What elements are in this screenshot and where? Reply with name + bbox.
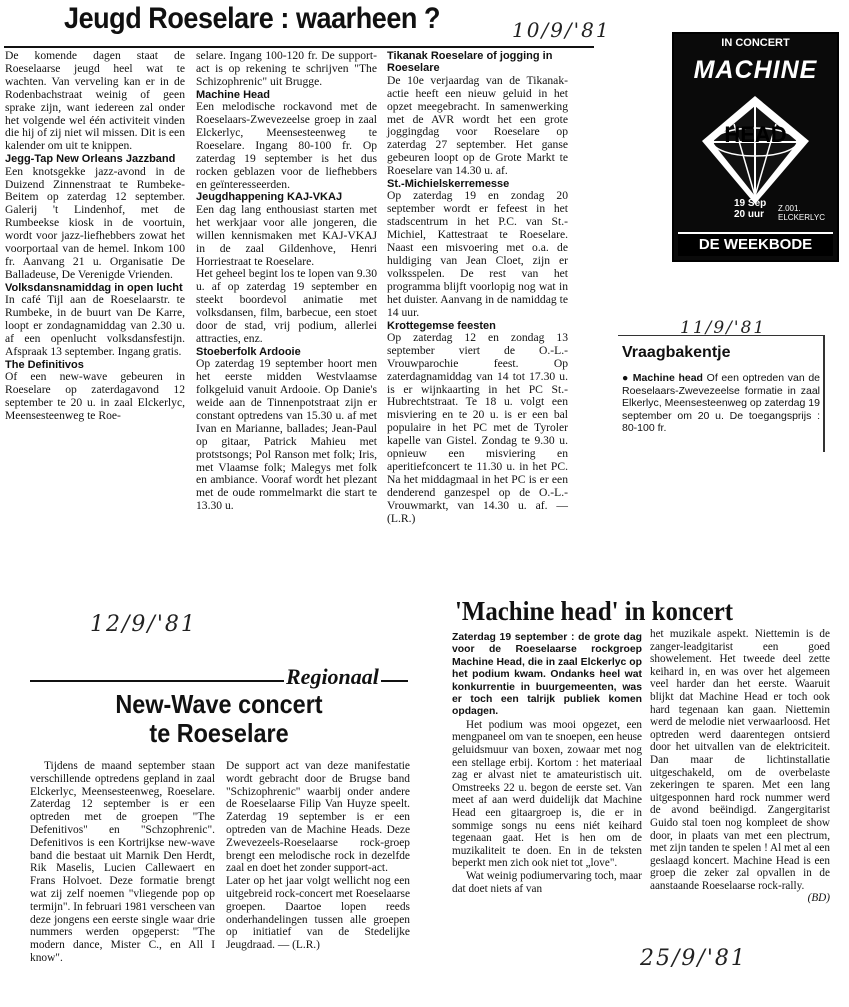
paragraph: Een dag lang enthousiast starten met het werkjaar voor alle jongeren, die willen kennismaken met KAJ-VKAJ in de zaal Gildenhove, Henri Horriestraat te Roeselare. (196, 202, 377, 268)
article2-handwritten-date: 12/9/'81 (90, 612, 197, 637)
article1-column-1 (5, 50, 185, 423)
vraag-body: Of een optreden van de Roeselaars-Zwevezeelse formatie in zaal Elkerlyc, Meensesteenweg op zaterdag 19 september om 20 u. De toegangsprijs : 80-100 fr. (622, 372, 821, 435)
article2-title (49, 690, 389, 748)
poster-weekbode-label: DE WEEKBODE (698, 236, 813, 253)
poster-in-concert: IN CONCERT (721, 37, 790, 49)
paragraph: Een knotsgekke jazz-avond in de Duizend Zinnenstraat te Rumbeke-Beitem op zaterdag 12 september. Galerij 't Lindenhof, met de Rumbeekse kiosk in de voortuin, wordt voor jazz-liefhebbers zowat het voorportaal van de hemel. Inkom 100 fr. Aanvang 21 u. Organisatie De Balladeuse, De Verenigde Vrienden. (5, 164, 185, 281)
paragraph: Op zaterdag 19 en zondag 20 september wordt er fefeest in het stadscentrum in het P.C. van St.-Michiel, Kattestraat te Roeselare. Naast een misvoering met o.a. de huldiging van Jean Cloet, zijn er volksspelen. De rest van het programma blijft voorlopig nog wat in het duister. Aanvang in de namiddag te 14 uur. (387, 189, 568, 319)
poster-footer-strip (678, 232, 833, 256)
paragraph: Of een new-wave gebeuren in Roeselare op zaterdagavond 12 september te 20 u. in zaal Elckerlyc, Meensesteenweg te Roe- (5, 370, 185, 422)
poster-band-top: MACHINE (693, 56, 818, 84)
vraagbakentje-box (618, 335, 825, 452)
machine-head-concert-poster (672, 32, 839, 262)
article3-column-2 (650, 628, 830, 905)
article2-column-2 (226, 760, 410, 952)
poster-venue: Z.001. ELCKERLYC (778, 204, 825, 222)
paragraph: De komende dagen staat de Roeselaarse jeugd heel wat te wachten. Van verveling kan er in de Rodenbachstraat weinig of geen sprake zijn, want iedereen zal onder het volgende wel één activiteit vinden die hij of zij niet wil missen. Dit is een kalender om uit te knippen. (5, 49, 185, 153)
article2-col2-paragraph-2: Later op het jaar volgt wellicht nog een uitgebreid rock-concert met Roeselaarse groepen. Daartoe lopen reeds onderhandelingen tussen alle groepen op initiatief van de Stedelijke Jeugdraad. — (L.R.) (226, 875, 410, 952)
paragraph: Een melodische rockavond met de Roeselaars-Zwevezeelse groep in zaal Elckerlyc, Meensesteenweg te Roeselare. Ingang 80-100 fr. Op zaterdag 19 september is het dus rocken geblazen voor de liefhebbers en geïnteresseerden. (196, 100, 377, 191)
vraag-handwritten-date: 11/9/'81 (680, 318, 767, 338)
article3-col2-text: het muzikale aspekt. Niettemin is de zanger-leadgitarist een goed showelement. Het tweede deel zette keihard in, en was over het algemeen veel harder dan het eerste. Waaruit blijkt dat Machine Head er toch ook hard tegenaan kan gaan. Niettemin werd de melodie niet verwaarloosd. Het optreden werd daarentegen ontsierd door het uitvallen van de elektriciteit. Dan maar de lichtinstallatie uitgeschakeld, om de overbelaste zekeringen te sparen. Met een lang uitgesponnen hard rock nummer werd de avond beëindigd. Zangergitarist Guido stal toen nog kompleet de show door, in plaats van met een plectrum, met zijn tanden te spelen ! Al met al een geslaagd koncert. Machine Head is een groep die zeker zal opvallen in de aanstaande Roeselaarse rock-rally. (650, 628, 830, 892)
article2-title-line2: te Roeselare (149, 718, 289, 748)
paragraph: In café Tijl aan de Roeselaarstr. te Rumbeke, in de buurt van De Karre, loopt er zondagnamiddag van 2.30 u. af een openlucht volksdansfestijn. Afspraak 13 september. Ingang gratis. (5, 293, 185, 358)
section-heading: St.-Michielskerremesse (387, 178, 510, 191)
section-heading: Machine Head (196, 88, 270, 101)
paragraph: De 10e verjaardag van de Tikanak-actie heeft een nieuw geluid in het opzet meegebracht. In samenwerking met de AVR wordt het een grote joggingdag voor Roeselare op zaterdag 27 september. Het ganse gebeuren loopt op de Grote Markt te Roeselare van 14.30 u. af. (387, 73, 568, 178)
article3-signature: (BD) (807, 892, 830, 905)
section-heading: The Definitivos (5, 358, 84, 371)
paragraph: Het geheel begint los te lopen van 9.30 u. af op zaterdag 19 september en steekt boordevol animatie met volksdansen, film, barbecue, een stoet door de stad, vrij podium, allerlei attracties, enz. (196, 267, 377, 345)
section-heading: Jegg-Tap New Orleans Jazzband (5, 153, 176, 166)
article1-title: Jeugd Roeselare : waarheen ? (64, 2, 441, 35)
article1-column-2 (196, 50, 377, 513)
paragraph: Op zaterdag 19 september hoort men het eerste midden Westvlaamse folkgeluid vanuit Ardooie. Op Danie's weide aan de Tinnenpotstraat zijn er constant optredens van 15.30 u. af met Ivan en Marianne, ballades; Jean-Paul op gitaar, Patrick Mahieu met protstsongs; Pol Ranson met folk; Iris, met Vlaamse folk; Malegys met folk en ambiance. Vooraf wordt het plezant met de oude rommelmarkt die start te 13.30 u. (196, 357, 377, 513)
poster-date-time: 20 uur (734, 209, 765, 220)
section-heading: Tikanak Roeselare of jogging in Roeselare (387, 50, 553, 75)
article2-title-line1: New-Wave concert (115, 689, 323, 719)
section-heading: Jeugdhappening KAJ-VKAJ (196, 191, 343, 204)
article-jeugd-roeselare (0, 0, 611, 580)
vraag-lead: Machine head (632, 372, 703, 384)
article1-column-3 (387, 50, 568, 526)
paragraph: Op zaterdag 12 en zondag 13 september viert de O.-L.-Vrouwparochie feest. Op zaterdagnamiddag van 14 tot 17.30 u. is er wijnkaarting in het PC St.-Hubrechtstraat. Te 18 u. volgt een misviering en te 20 u. is er een bal populaire in het PC met de Tyroler kapelle van Gistel. Zondag te 9.30 u. opnieuw een misviering en aperitiefconcert te 11.30 u. in het PC. Na het middagmaal in het PC is er een denderend ganzespel op de O.-L.-Vrouwmarkt, van 14.30 u. af. — (L.R.) (387, 330, 568, 525)
article3-handwritten-date: 25/9/'81 (640, 946, 747, 971)
poster-band-bottom: HEAD (724, 122, 787, 147)
article3-title: 'Machine head' in koncert (455, 596, 734, 626)
article3-lead: Zaterdag 19 september : de grote dag voor de Roeselaarse rockgroep Machine Head, die in zaal Elckerlyc op het podium kwam. Ondanks heel wat konkurrentie in buurgemeenten, was er toch een talrijk publiek komen opdagen. (452, 632, 642, 718)
article2-col1-text: Tijdens de maand september staan verschillende optredens gepland in zaal Elckerlyc, Meensesteenweg, Roeselare. Zaterdag 12 september is er een optreden met de groepen "The Defenitivos" en "Schzophrenic". Defenitivos is een Kortrijkse new-wave band die bestaat uit Marnik Den Herdt, Rik Maselis, Lucien Callewaert en Frans Holvoet. Deze formatie brengt wat zij zelf noemen "vliegende pop op termijn". In februari 1981 verscheen van deze jongens een eerste single waar drie nummers werden opgeperst: "The modern dance, Mister C., en All I know". (30, 760, 215, 964)
poster-date (734, 198, 774, 220)
article3-col1-text-end: Wat weinig podiumervaring toch, maar dat doet niets af van (452, 869, 642, 895)
article1-handwritten-date: 10/9/'81 (512, 18, 611, 42)
paragraph: selare. Ingang 100-120 fr. De support-act is op rekening te schrijven "The Schizophrenic" uit Brugge. (196, 49, 377, 88)
article2-section-label: Regionaal (286, 664, 379, 689)
article2-col2-paragraph-1: De support act van deze manifestatie wordt gebracht door de Brugse band "Schizophrenic" waarbij onder andere de Roeselaarse Filip Van Huyze speelt. Zaterdag 19 september is er een optreden van de Machine Heads. Deze Zwevezeels-Roeselaarse rock-groep brengt een melodische rock in dezelfde zaal en doet het zonder support-act. (226, 760, 410, 875)
vraag-title: Vraagbakentje (622, 344, 731, 361)
section-heading: Krottegemse feesten (387, 319, 496, 332)
article1-title-rule (4, 46, 594, 48)
bullet-icon: ● (622, 372, 633, 384)
section-heading: Volksdansnamiddag in open lucht (5, 281, 183, 294)
article2-column-1 (30, 760, 215, 965)
article3-col1-text: Het podium was mooi opgezet, een mengpaneel om van te snoepen, een heuse geluidsmuur van boxen, zowaar met nog een stellage erbij. Kortom : het materiaal zag er alvast niet te amateuristisch uit. Omstreeks 22 u. begon de eerste set. Van meet af aan werd duidelijk dat Machine Head een gitaargroep is, die er in sommige songs nu eens niét keihard tegenaan gaat. Het is hen om de muzikaliteit te doen. En in de teksten beperkt men zich ook niet tot „love". (452, 718, 642, 870)
article3-column-1 (452, 632, 642, 895)
section-heading: Stoeberfolk Ardooie (196, 345, 301, 358)
vraag-text-block (622, 372, 820, 435)
poster-date-day: 19 Sep (734, 198, 767, 209)
